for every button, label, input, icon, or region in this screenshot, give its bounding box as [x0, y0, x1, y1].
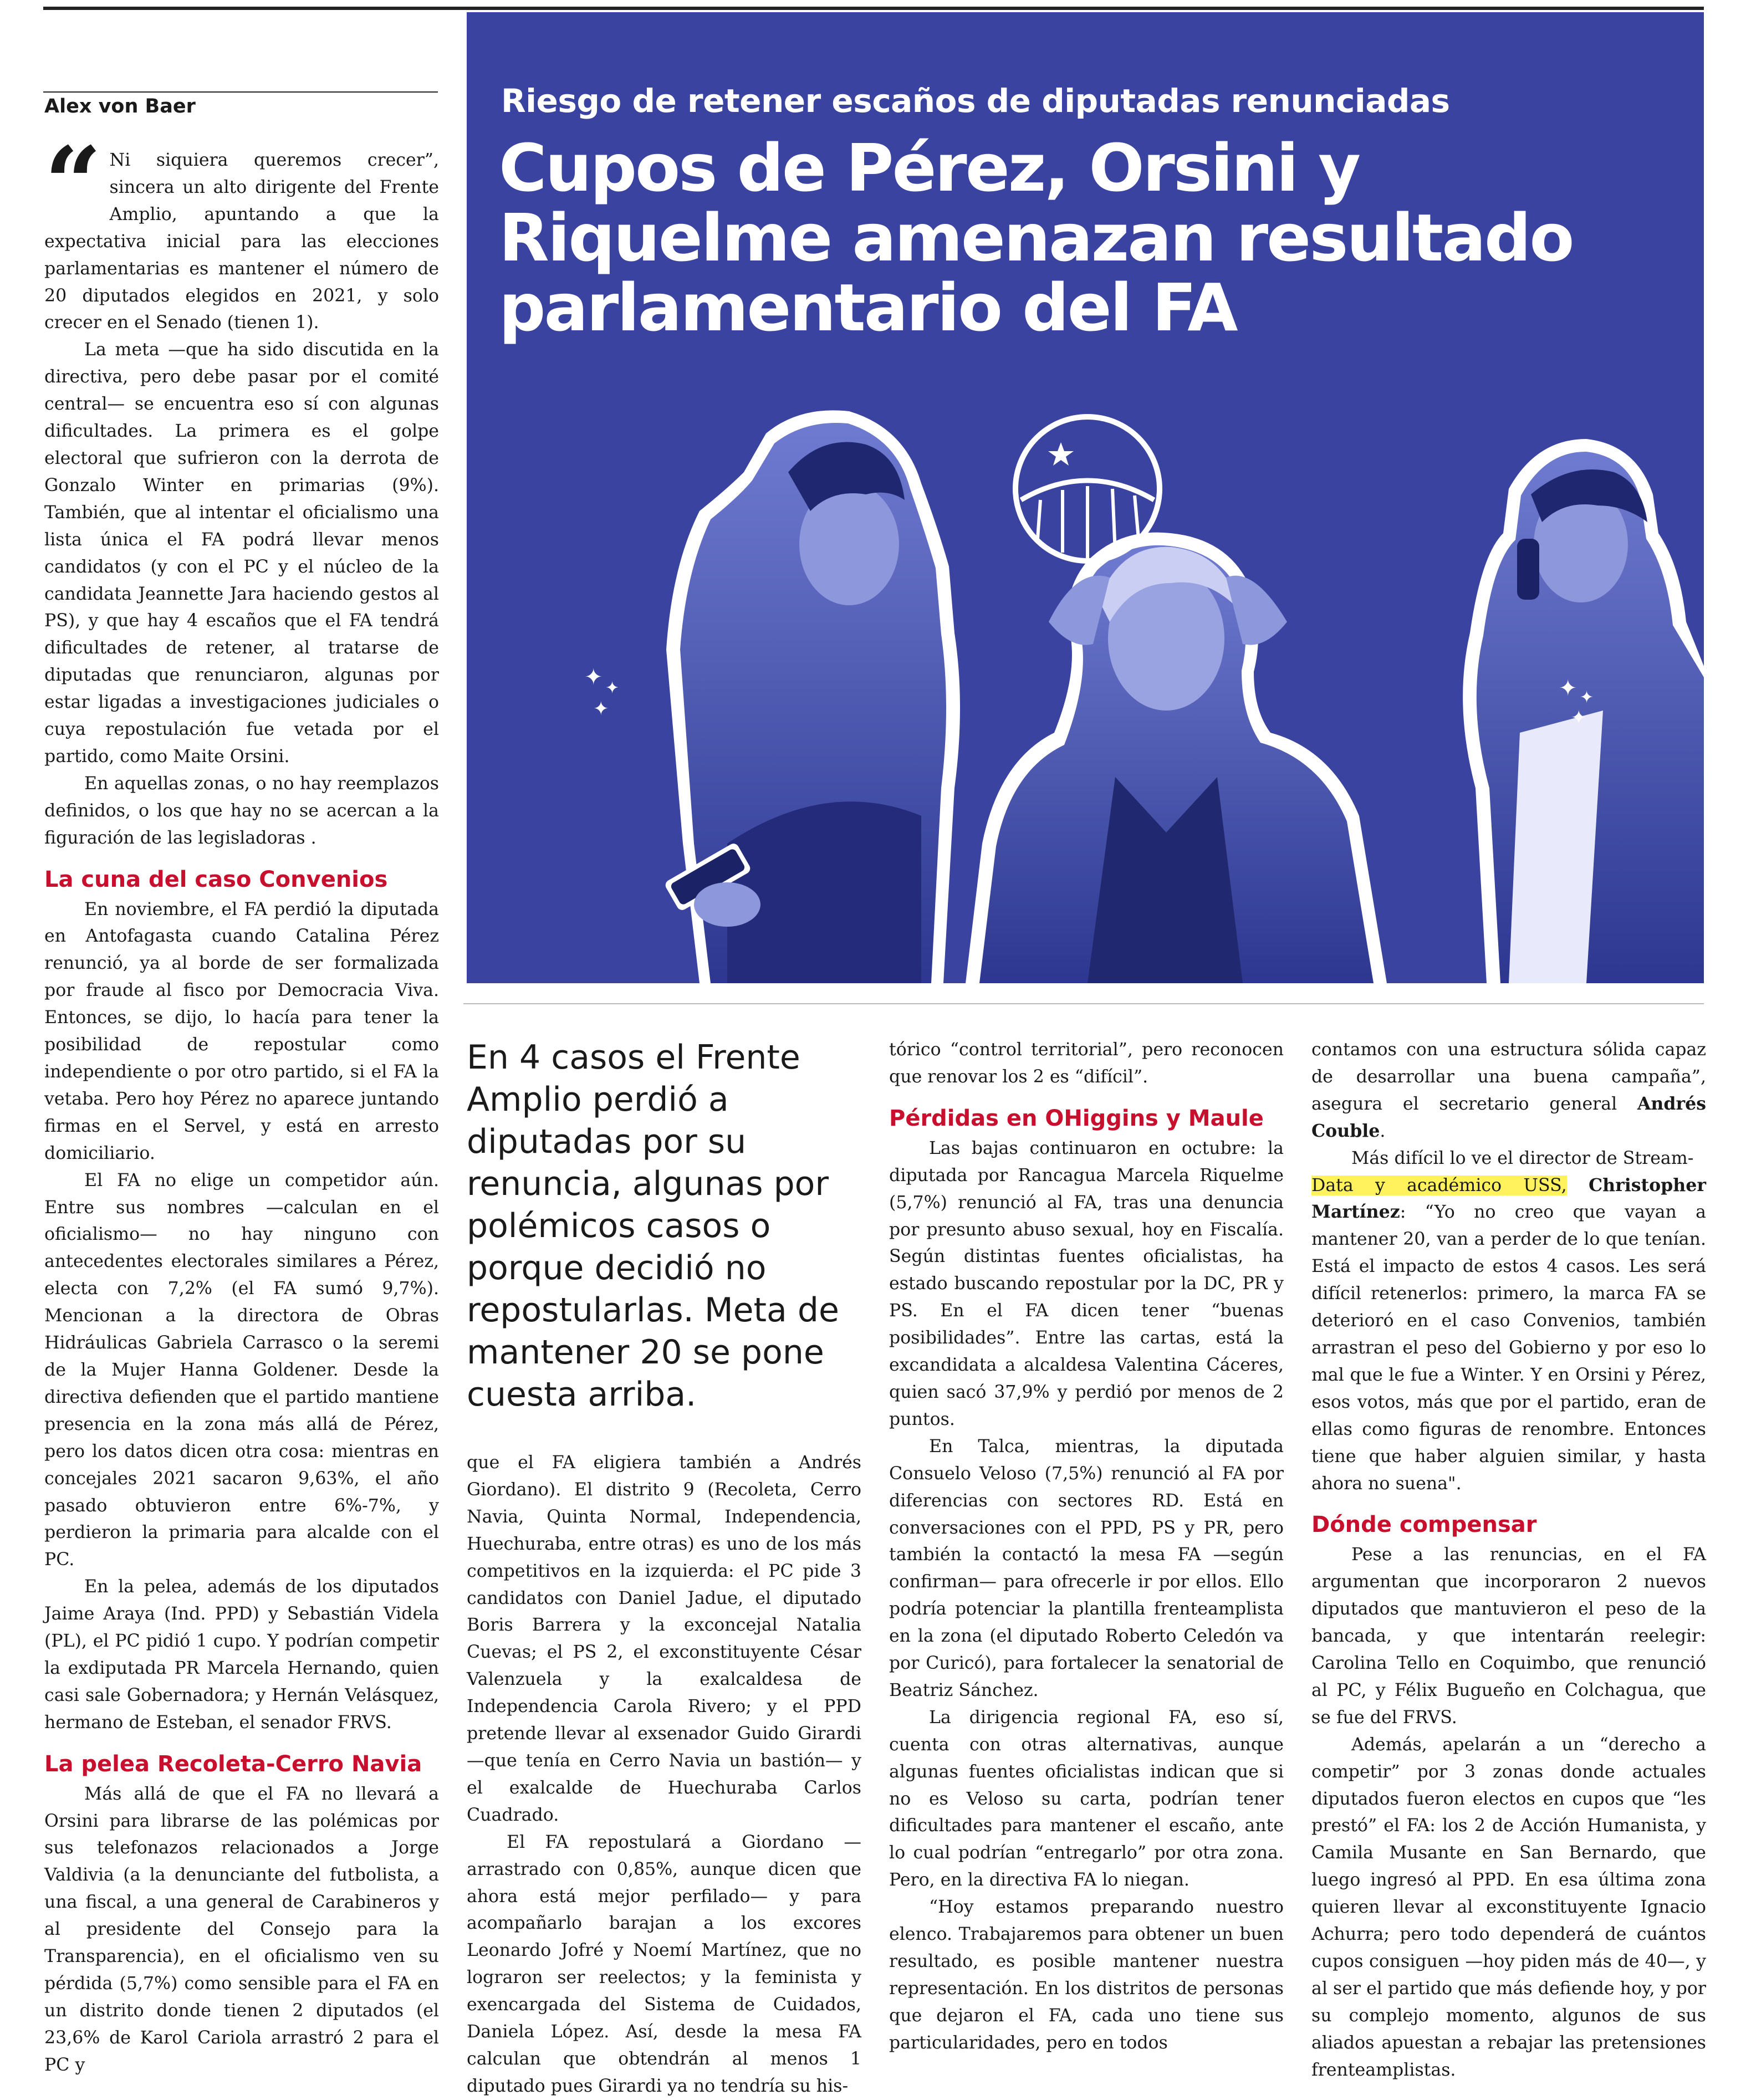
- section-heading: La pelea Recoleta-Cerro Navia: [44, 1751, 422, 1777]
- person-name: Andrés Couble: [1311, 1093, 1706, 1141]
- lead-paragraph: “ Ni siquiera queremos crecer”, sincera un alto dirigente del Frente Amplio, apuntando a que la expectativa inicial para las elecciones parlamentarias es mantener el número de 20 diputados elegidos en 2021, y solo crecer en el Senado (tienen 1).: [44, 125, 439, 333]
- column-2: [467, 1449, 861, 2100]
- paragraph: En noviembre, el FA perdió la diputada en Antofagasta cuando Catalina Pérez renunció, ya al borde de ser formalizada por fraude al fisco por Democracia Viva. Entonces, se dijo, lo hacía para tener la posibilidad de repostular como independiente o por otro partido, si el FA la vetaba. Pero hoy Pérez no aparece juntando firmas en el Servel, y está en arresto domiciliario.: [44, 899, 439, 1163]
- paragraph: El FA no elige un competidor aún. Entre sus nombres —calculan en el oficialismo— no hay ninguno con antecedentes electorales similares a Pérez, electa con 7,2% (el FA sumó 9,7%). Mencionan a la directora de Obras Hidráulicas Gabriela Carrasco o la seremi de la Mujer Hanna Goldener. Desde la directiva defienden que el partido mantiene presencia en la zona más allá de Pérez, pero los datos dicen otra cosa: mientras en concejales 2021 sacaron 9,63%, el año pasado obtuvieron entre 6%-7%, y perdieron la primaria para alcalde con el PC.: [44, 1170, 439, 1570]
- paragraph: En aquellas zonas, o no hay reemplazos definidos, o los que hay no se acercan a la figuración de las legisladoras .: [44, 773, 439, 848]
- person-left-illustration: [663, 410, 960, 983]
- paragraph: Pese a las renuncias, en el FA argumentan que incorporaron 2 nuevos diputados que mantuvieron el peso de la bancada, y que intentarán reelegir: Carolina Tello en Coquimbo, que renunció al PC, y Félix Bugueño en Colchagua, que se fue del FRVS.: [1311, 1545, 1706, 1728]
- column-3: [889, 1036, 1284, 2057]
- paragraph: En Talca, mientras, la diputada Consuelo Veloso (7,5%) renunció al FA por diferencias con sectores RD. Está en conversaciones con el PPD, PS y PR, pero también la contactó la mesa FA —según confirman— para ofrecerle ir por ellos. Ello podría potenciar la plantilla frenteamplista en la zona (el diputado Roberto Celedón va por Curicó), para fortalecer la senatorial de Beatriz Sánchez.: [889, 1436, 1284, 1700]
- section-heading: La cuna del caso Convenios: [44, 866, 388, 892]
- byline-rule: [43, 91, 438, 93]
- sparkle-icon: ✦: [593, 698, 609, 720]
- paragraph: contamos con una estructura sólida capaz de desarrollar una buena campaña”, asegura el secretario general Andrés Couble.: [1311, 1040, 1706, 1141]
- headline: Cupos de Pérez, Orsini y Riquelme amenazan resultado parlamentario del FA: [499, 130, 1573, 346]
- paragraph: tórico “control territorial”, pero reconocen que renovar los 2 es “difícil”.: [889, 1040, 1284, 1087]
- sparkle-icon: ✦: [1580, 688, 1594, 707]
- kicker: Riesgo de retener escaños de diputadas renunciadas: [501, 82, 1450, 120]
- sparkle-icon: ✦: [584, 665, 603, 690]
- paragraph: El FA repostulará a Giordano —arrastrado con 0,85%, aunque dicen que ahora está mejor perfilado— y para acompañarlo barajan a los excores Leonardo Jofré y Noemí Martínez, que no lograron ser reelectos; y la feminista y exencargada del Sistema de Cuidados, Daniela López. Así, desde la mesa FA calculan que obtendrán al menos 1 diputado pues Girardi ya no tendría su his-: [467, 1832, 861, 2096]
- column-1: [44, 125, 439, 2079]
- paragraph: Más difícil lo ve el director de Stream- Data y académico USS, Christopher Martínez: “Yo no creo que vayan a mantener 20, van a perder de lo que tenían. Está el impacto de estos 4 casos. Les será difícil retenerlos: primero, la marca FA se deterioró en el caso Convenios, también arrastran el peso del Gobierno y por eso lo mal que le fue a Winter. Y en Orsini y Pérez, esos votos, más que por el partido, eran de ellas como figuras de renombre. Entonces tiene que haber alguien similar, y hasta ahora no suena".: [1311, 1148, 1706, 1494]
- sparkle-icon: ✦: [605, 678, 620, 698]
- highlighted-text: Data y académico USS,: [1311, 1175, 1567, 1195]
- paragraph: Las bajas continuaron en octubre: la diputada por Rancagua Marcela Riquelme (5,7%) renunció al FA, tras una denuncia por presunto abuso sexual, hoy en Fiscalía. Según distintas fuentes oficialistas, ha estado buscando repostular por la DC, PR y PS. En el FA dicen tener “buenas posibilidades”. Entre las cartas, está la excandidata a alcaldesa Valentina Cáceres, quien sacó 37,9% y perdió por menos de 2 puntos.: [889, 1138, 1284, 1429]
- column-4: [1311, 1036, 1706, 2084]
- paragraph: “Hoy estamos preparando nuestro elenco. Trabajaremos para obtener un buen resultado, es posible mantener nuestra representación. En los distritos de personas que dejaron el FA, cada uno tiene sus particularidades, pero en todos: [889, 1897, 1284, 2053]
- section-heading: Dónde compensar: [1311, 1512, 1537, 1538]
- hero-banner: [467, 12, 1704, 983]
- byline: Alex von Baer: [44, 95, 196, 117]
- paragraph: que el FA eligiera también a Andrés Giordano). El distrito 9 (Recoleta, Cerro Navia, Quinta Normal, Independencia, Huechuraba, entre otras) es uno de los más competitivos en la izquierda: el PC pide 3 candidatos con Daniel Jadue, el diputado Boris Barrera y la exconcejal Natalia Cuevas; el PS 2, el exconstituyente César Valenzuela y la exalcaldesa de Independencia Carola Rivero; y el PPD pretende llevar al exsenador Guido Girardi —que tenía en Cerro Navia un bastión— y el exalcalde de Huechuraba Carlos Cuadrado.: [467, 1453, 861, 1825]
- paragraph: En la pelea, además de los diputados Jaime Araya (Ind. PPD) y Sebastián Videla (PL), el PC pidió 1 cupo. Y podrían competir la exdiputada PR Marcela Hernando, quien casi sale Gobernadora; y Hernán Velásquez, hermano de Esteban, el senador FRVS.: [44, 1577, 439, 1733]
- person-name: Christopher Martínez: [1311, 1174, 1706, 1223]
- paragraph: Más allá de que el FA no llevará a Orsini para librarse de las polémicas por sus telefonazos relacionados a Jorge Valdivia (a la denunciante del futbolista, a una fiscal, a una general de Carabineros y al presidente del Consejo para la Transparencia), en el oficialismo ven su pérdida (5,7%) como sensible para el FA en un distrito donde tienen 2 diputados (el 23,6% de Karol Cariola arrastró 2 para el PC y: [44, 1784, 439, 2075]
- frente-amplio-logo-icon: [1015, 417, 1160, 561]
- paragraph: La dirigencia regional FA, eso sí, cuenta con otras alternativas, aunque algunas fuentes oficialistas indican que si no es Veloso su carta, podrían tener dificultades para mantener el escaño, ante lo cual podrían “entregarlo” por otra zona. Pero, en la directiva FA lo niegan.: [889, 1707, 1284, 1890]
- section-heading: Pérdidas en OHiggins y Maule: [889, 1105, 1264, 1131]
- top-rule: [43, 7, 1704, 10]
- sparkle-icon: ✦: [1571, 707, 1587, 729]
- paragraph: Además, apelarán a un “derecho a competir” por 3 zonas donde actuales diputados fueron electos en cupos que “les prestó” el FA: los 2 de Acción Humanista, y Camila Musante en San Bernardo, que luego ingresó al PPD. En esa última zona quieren llevar al exconstituyente Ignacio Achurra; pero todo dependerá de cuántos cupos consiguen —hoy piden más de 40—, y al ser el partido que más defiende hoy, y por su complejo momento, algunos de sus aliados apuestan a rebajar las pretensiones frenteamplistas.: [1311, 1734, 1706, 2080]
- person-center-illustration: [966, 533, 1387, 983]
- pull-quote: En 4 casos el Frente Amplio perdió a diputadas por su renuncia, algunas por polémicos casos o porque decidió no repostularlas. Meta de mantener 20 se pone cuesta arriba.: [467, 1038, 839, 1414]
- sparkle-icon: ✦: [1559, 676, 1577, 701]
- quote-mark-icon: “: [44, 125, 102, 242]
- section-rule: [463, 1003, 1704, 1004]
- paragraph: La meta —que ha sido discutida en la directiva, pero debe pasar por el comité central— se encuentra eso sí con algunas dificultades. La primera es el golpe electoral que sufrieron con la derrota de Gonzalo Winter en primarias (9%). También, que al intentar el oficialismo una lista única el FA podrá llevar menos candidatos (y con el PC y el núcleo de la candidata Jeannette Jara haciendo gestos al PS), y que hay 4 escaños que el FA tendrá dificultades de retener, al tratarse de diputadas que renunciaron, algunas por estar ligadas a investigaciones judiciales o cuya repostulación fue vetada por el partido, como Maite Orsini.: [44, 340, 439, 767]
- hero-illustration: [467, 12, 1704, 983]
